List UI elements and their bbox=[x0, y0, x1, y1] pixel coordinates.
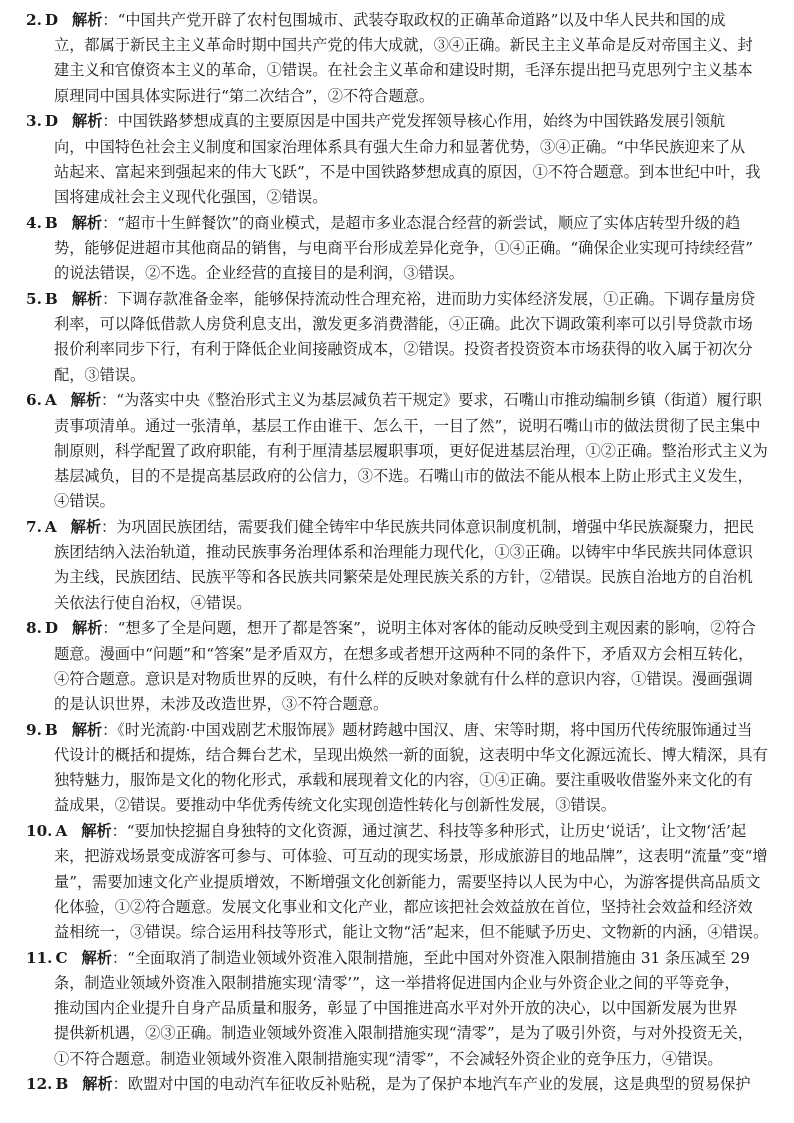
answer-text: ：为巩固民族团结，需要我们健全铸牢中华民族共同体意识制度机制，增强中华民族凝聚力，把民 bbox=[101, 518, 755, 536]
question-number: 11. bbox=[26, 948, 53, 967]
answer-line bbox=[26, 768, 768, 793]
answer-line bbox=[26, 591, 768, 616]
answer-first-line bbox=[26, 211, 768, 236]
answer-first-line bbox=[26, 718, 768, 743]
answer-item bbox=[26, 718, 768, 819]
answer-letter: A bbox=[44, 391, 57, 410]
answer-text: 化体验，①②符合题意。发展文化事业和文化产业，都应该把社会效益放在首位，坚持社会效益和经济效 bbox=[54, 897, 753, 916]
answer-letter: B bbox=[44, 213, 58, 232]
answer-text: 推动国内企业提升自身产品质量和服务，彰显了中国推进高水平对外开放的决心，以中国新发展为世界 bbox=[54, 999, 738, 1018]
analysis-label: 解析 bbox=[72, 11, 103, 29]
answer-text: 站起来、富起来到强起来的伟大飞跃”，不是中国铁路梦想成真的原因，①不符合题意。到本世纪中叶，我 bbox=[54, 162, 761, 181]
analysis-label: 解析 bbox=[72, 112, 103, 131]
answer-text: ：《时光流韵·中国戏剧艺术服饰展》题材跨越中国汉、唐、宋等时期，将中国历代传统服饰通过当 bbox=[102, 720, 753, 739]
analysis-label: 解析 bbox=[71, 720, 103, 739]
analysis-label: 解析 bbox=[82, 1075, 113, 1094]
question-number: 8. bbox=[26, 619, 42, 638]
question-number: 12. bbox=[26, 1075, 53, 1094]
answer-item bbox=[26, 388, 768, 514]
analysis-label: 解析 bbox=[70, 518, 102, 536]
question-number: 3. bbox=[26, 112, 42, 131]
answer-item bbox=[26, 8, 768, 109]
answer-text: 独特魅力，服饰是文化的物化形式，承载和展现着文化的内容，①④正确。要注重吸收借鉴外来文化的有 bbox=[54, 771, 753, 790]
answer-letter: A bbox=[44, 518, 57, 536]
answer-item bbox=[26, 287, 768, 388]
answer-line bbox=[26, 312, 768, 337]
answer-text: 关依法行使自治权，④错误。 bbox=[54, 593, 252, 612]
answer-item bbox=[26, 616, 768, 717]
answer-text: 量”，需要加速文化产业提质增效，不断增强文化创新能力，需要坚持以人民为中心，为游客提供高品质文 bbox=[54, 872, 761, 891]
answer-line bbox=[26, 160, 768, 185]
answer-line bbox=[26, 185, 768, 210]
answer-text: ：“全面取消了制造业领域外资准入限制措施，至此中国对外资准入限制措施由 31 条压减至 29 bbox=[111, 948, 750, 967]
answer-text: 立，都属于新民主主义革命时期中国共产党的伟大成就，③④正确。新民主主义革命是反对帝国主义、封 bbox=[54, 36, 753, 55]
analysis-label: 解析 bbox=[70, 391, 102, 410]
answer-text: 题意。漫画中“问题”和“答案”是矛盾双方，在想多或者想开这两种不同的条件下，矛盾双方会相互转化， bbox=[54, 644, 754, 663]
answer-first-line bbox=[26, 819, 768, 844]
answer-line bbox=[26, 1021, 768, 1046]
answer-line bbox=[26, 844, 768, 869]
answer-item bbox=[26, 946, 768, 1072]
question-number: 10. bbox=[26, 822, 53, 841]
answer-letter: B bbox=[55, 1075, 69, 1094]
answer-text: ：欧盟对中国的电动汽车征收反补贴税，是为了保护本地汽车产业的发展，这是典型的贸易保护 bbox=[112, 1075, 751, 1094]
answer-letter: D bbox=[44, 619, 59, 638]
answer-item bbox=[26, 211, 768, 287]
answer-line bbox=[26, 870, 768, 895]
answer-text: 益成果，②错误。要推动中华优秀传统文化实现创造性转化与创新性发展，③错误。 bbox=[54, 796, 616, 815]
answer-text: 建主义和官僚资本主义的革命，①错误。在社会主义革命和建设时期，毛泽东提出把马克思列宁主义基本 bbox=[54, 61, 753, 80]
answer-line bbox=[26, 895, 768, 920]
answer-first-line bbox=[26, 287, 768, 312]
answer-first-line bbox=[26, 515, 768, 540]
answer-line bbox=[26, 565, 768, 590]
answer-line bbox=[26, 439, 768, 464]
answer-text: 条，制造业领域外资准入限制措施实现‘清零’”，这一举措将促进国内企业与外资企业之间的平等竞争， bbox=[54, 973, 740, 992]
answer-text: 族团结纳入法治轨道，推动民族事务治理体系和治理能力现代化，①③正确。以铸牢中华民族共同体意识 bbox=[54, 543, 753, 562]
answer-text: ①不符合题意。制造业领域外资准入限制措施实现“清零”，不会减轻外资企业的竞争压力，④错误。 bbox=[54, 1049, 723, 1068]
answer-first-line bbox=[26, 946, 768, 971]
answer-item bbox=[26, 819, 768, 945]
answer-line bbox=[26, 261, 768, 286]
answer-text: 利率，可以降低借款人房贷利息支出，激发更多消费潜能，④正确。此次下调政策利率可以引导贷款市场 bbox=[54, 315, 753, 334]
question-number: 6. bbox=[26, 391, 42, 410]
answer-text: 为主线，民族团结、民族平等和各民族共同繁荣是处理民族关系的方针，②错误。民族自治地方的自治机 bbox=[54, 568, 753, 587]
answer-text: 报价利率同步下行，有利于降低企业间接融资成本，②错误。投资者投资资本市场获得的收入属于初次分 bbox=[54, 340, 753, 359]
answer-text: 的是认识世界，未涉及改造世界，③不符合题意。 bbox=[54, 694, 389, 713]
answer-first-line bbox=[26, 109, 768, 134]
answer-text: ：中国铁路梦想成真的主要原因是中国共产党发挥领导核心作用，始终为中国铁路发展引领航 bbox=[102, 112, 726, 131]
question-number: 7. bbox=[26, 518, 42, 536]
question-number: 9. bbox=[26, 720, 42, 739]
answer-first-line bbox=[26, 1072, 768, 1097]
answer-text: 来，把游戏场景变成游客可参与、可体验、可互动的现实场景，形成旅游目的地品牌”，这表明“流量”变“增 bbox=[54, 847, 768, 866]
analysis-label: 解析 bbox=[71, 290, 103, 308]
answer-line bbox=[26, 540, 768, 565]
question-number: 5. bbox=[26, 290, 42, 308]
answer-line bbox=[26, 971, 768, 996]
answer-line bbox=[26, 84, 768, 109]
answer-text: 国将建成社会主义现代化强国，②错误。 bbox=[54, 187, 328, 206]
answer-text: 代设计的概括和提炼，结合舞台艺术，呈现出焕然一新的面貌，这表明中华文化源远流长、博大精深，具有 bbox=[54, 745, 768, 764]
answer-text: 原理同中国具体实际进行“第二次结合”，②不符合题意。 bbox=[54, 86, 435, 105]
analysis-label: 解析 bbox=[81, 948, 112, 967]
answer-line bbox=[26, 363, 768, 388]
answer-text: 势，能够促进超市其他商品的销售，与电商平台形成差异化竞争，①④正确。“确保企业实现可持续经营” bbox=[54, 238, 753, 257]
answer-line bbox=[26, 489, 768, 514]
analysis-label: 解析 bbox=[81, 822, 112, 841]
answer-item bbox=[26, 109, 768, 210]
analysis-label: 解析 bbox=[72, 619, 103, 638]
answer-text: ：“超市十生鲜餐饮”的商业模式，是超市多业态混合经营的新尝试，顺应了实体店转型升级的趋 bbox=[102, 213, 741, 232]
answer-line bbox=[26, 642, 768, 667]
answer-line bbox=[26, 135, 768, 160]
answer-line bbox=[26, 236, 768, 261]
answer-line bbox=[26, 793, 768, 818]
answer-line bbox=[26, 1047, 768, 1072]
answer-text: ：下调存款准备金率，能够保持流动性合理充裕，进而助力实体经济发展，①正确。下调存量房贷 bbox=[102, 290, 756, 308]
answer-item bbox=[26, 1072, 768, 1097]
answer-line bbox=[26, 743, 768, 768]
answer-text: 基层减负，目的不是提高基层政府的公信力，③不选。石嘴山市的做法不能从根本上防止形式主义发生， bbox=[54, 466, 753, 485]
answer-line bbox=[26, 337, 768, 362]
answer-text: 配，③错误。 bbox=[54, 365, 146, 384]
question-number: 4. bbox=[26, 213, 42, 232]
answer-text: ：“为落实中央《整治形式主义为基层减负若干规定》要求，石嘴山市推动编制乡镇（街道）履行职 bbox=[101, 391, 762, 410]
answer-letter: B bbox=[44, 290, 58, 308]
answer-line bbox=[26, 414, 768, 439]
answer-text: 益相统一，③错误。综合运用科技等形式，能让文物“活”起来，但不能赋予历史、文物新的内涵，④错误。 bbox=[54, 922, 768, 941]
answer-first-line bbox=[26, 388, 768, 413]
answer-text: ④符合题意。意识是对物质世界的反映，有什么样的反映对象就有什么样的意识内容，①错误。漫画强调 bbox=[54, 669, 753, 688]
answer-text: 责事项清单。通过一张清单，基层工作由谁干、怎么干，一目了然”，说明石嘴山市的做法贯彻了民主集中 bbox=[54, 416, 761, 435]
answer-line bbox=[26, 667, 768, 692]
answer-text: ：“要加快挖掘自身独特的文化资源，通过演艺、科技等多种形式，让历史‘说话’，让文物‘活’起 bbox=[111, 822, 747, 841]
answer-item bbox=[26, 515, 768, 616]
answer-line bbox=[26, 33, 768, 58]
answer-line bbox=[26, 692, 768, 717]
answer-letter: C bbox=[55, 948, 68, 967]
answer-first-line bbox=[26, 616, 768, 641]
answer-text: ④错误。 bbox=[54, 492, 115, 511]
answer-letter: D bbox=[44, 11, 59, 29]
answer-text: 制原则，科学配置了政府职能，有利于厘清基层履职事项，更好促进基层治理，①②正确。整治形式主义为 bbox=[54, 441, 768, 460]
answer-line bbox=[26, 464, 768, 489]
answer-text: ：“中国共产党开辟了农村包围城市、武装夺取政权的正确革命道路”以及中华人民共和国的成 bbox=[102, 11, 726, 29]
answer-text: 向，中国特色社会主义制度和国家治理体系具有强大生命力和显著优势，③④正确。“中华民族迎来了从 bbox=[54, 137, 746, 156]
answer-letter: A bbox=[55, 822, 68, 841]
answer-text: 的说法错误，②不选。企业经营的直接目的是利润，③错误。 bbox=[54, 264, 465, 283]
answer-letter: D bbox=[44, 112, 59, 131]
answer-line bbox=[26, 996, 768, 1021]
answer-text: 提供新机遇，②③正确。制造业领域外资准入限制措施实现“清零”，是为了吸引外资，与对外投资无关， bbox=[54, 1024, 753, 1043]
question-number: 2. bbox=[26, 11, 42, 29]
answer-first-line bbox=[26, 8, 768, 33]
answer-text: ：“想多了全是问题，想开了都是答案”，说明主体对客体的能动反映受到主观因素的影响，②符合 bbox=[102, 619, 756, 638]
answer-line bbox=[26, 920, 768, 945]
analysis-label: 解析 bbox=[71, 213, 103, 232]
answer-letter: B bbox=[44, 720, 58, 739]
answer-line bbox=[26, 58, 768, 83]
